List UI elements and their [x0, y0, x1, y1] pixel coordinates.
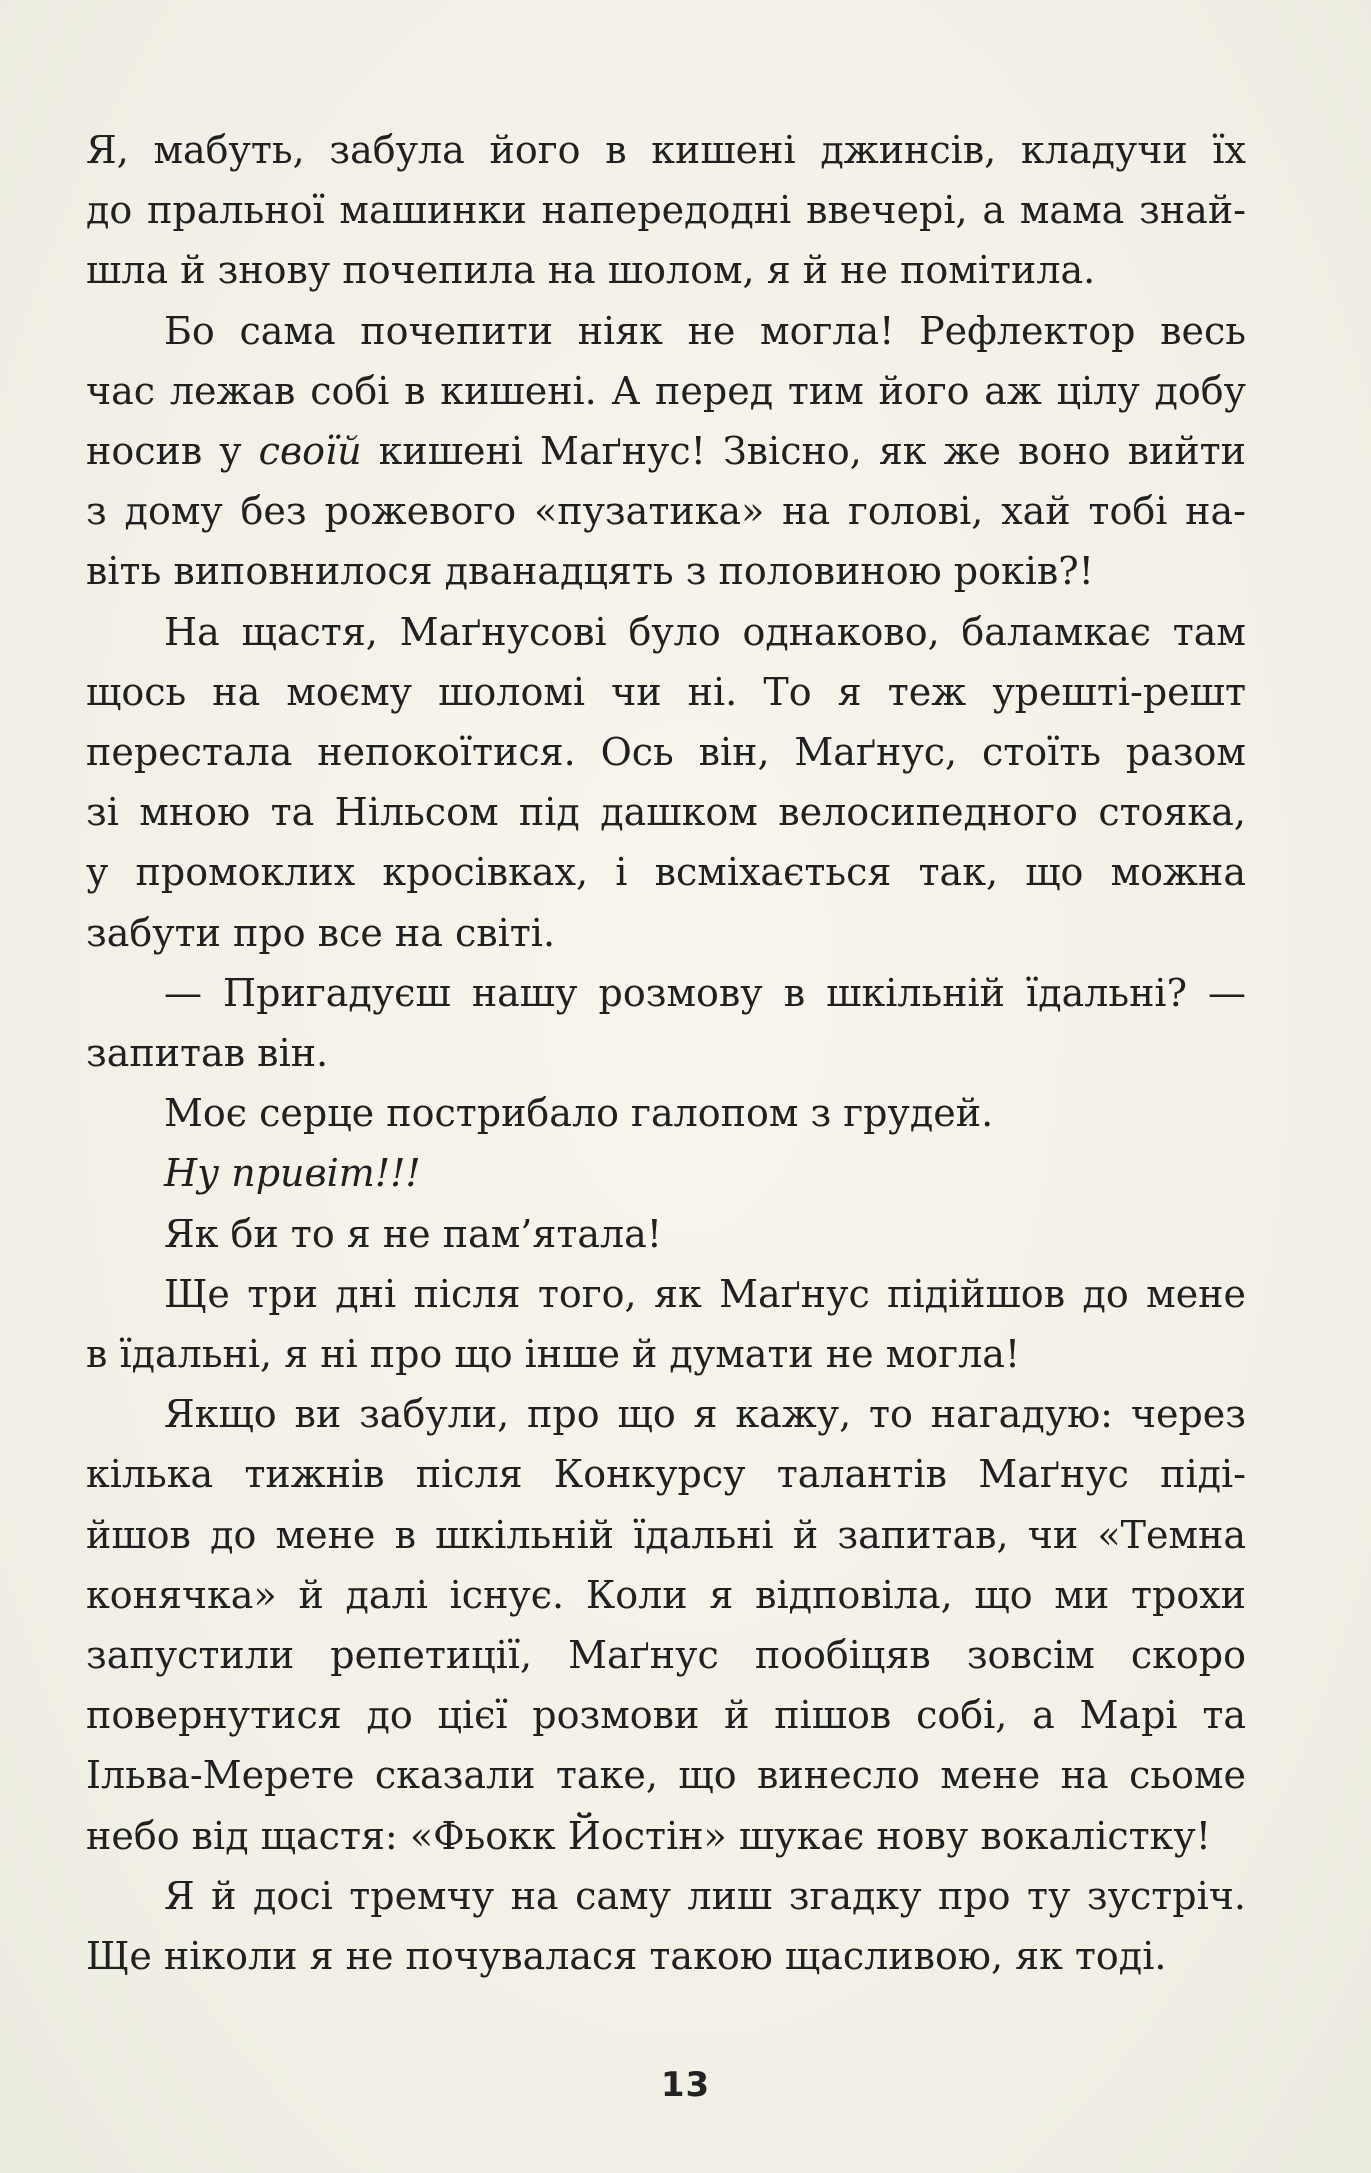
paragraph: [86, 1204, 1246, 1264]
text-line: з дому без рожевого «пузатика» на голові, хай тобі на-: [86, 489, 1246, 534]
text-fragment: носив у: [86, 429, 259, 474]
text-line: до пральної машинки напередодні ввечері, а мама знай-: [86, 188, 1246, 233]
text-line: забути про все на світі.: [86, 910, 556, 955]
text-line: у промоклих кросівках, і всміхається так, що можна: [86, 850, 1246, 895]
paragraph: [86, 1264, 1246, 1384]
text-line: Я, мабуть, забула його в кишені джинсів, кладучи їх: [86, 128, 1246, 172]
page-number: 13: [660, 2065, 711, 2105]
text-line: Ще три дні після того, як Маґнус підійшов до мене: [164, 1271, 1246, 1316]
text-line: Моє серце пострибало галопом з грудей.: [164, 1091, 994, 1136]
text-line: На щастя, Маґнусові було однаково, баламкає там: [164, 609, 1246, 654]
paragraph: [86, 1866, 1246, 1986]
text-fragment: кишені Маґнус! Звісно, як же воно вийти: [361, 429, 1247, 474]
text-line: в їдальні, я ні про що інше й думати не могла!: [86, 1332, 1021, 1377]
text-line: небо від щастя: «Фьокк Йостін» шукає нову вокалістку!: [86, 1813, 1212, 1858]
text-line: щось на моєму шоломі чи ні. То я теж урешті-решт: [86, 669, 1246, 714]
text-line: Бо сама почепити ніяк не могла! Рефлектор весь: [164, 308, 1246, 353]
paragraph: [86, 1083, 1246, 1143]
italic-line: Ну привіт!!!: [164, 1151, 421, 1196]
text-line: запустили репетиції, Маґнус пообіцяв зовсім скоро: [86, 1633, 1246, 1678]
text-line: — Пригадуєш нашу розмову в шкільній їдальні? —: [164, 970, 1246, 1015]
paragraph: [86, 602, 1246, 963]
text-line: Ільва-Мерете сказали таке, що винесло мене на сьоме: [86, 1753, 1246, 1798]
text-line: повернутися до цієї розмови й пішов собі, а Марі та: [86, 1693, 1246, 1738]
text-line: Ще ніколи я не почувалася такою щасливою, як тоді.: [86, 1934, 1167, 1979]
text-line: Я й досі тремчу на саму лиш згадку про ту зустріч.: [164, 1873, 1246, 1918]
text-line: Якщо ви забули, про що я кажу, то нагадую: через: [164, 1392, 1246, 1437]
paragraph: [86, 301, 1246, 602]
text-line: Як би то я не пам’ятала!: [164, 1211, 663, 1256]
text-line: шла й знову почепила на шолом, я й не помітила.: [86, 248, 1096, 293]
paragraph: [86, 1143, 1246, 1203]
text-line: [86, 421, 1246, 481]
page-body-text: [86, 120, 1246, 1986]
text-line: віть виповнилося дванадцять з половиною років?!: [86, 549, 1094, 594]
paragraph: [86, 1384, 1246, 1866]
text-line: час лежав собі в кишені. А перед тим його аж цілу добу: [86, 368, 1246, 413]
text-line: перестала непокоїтися. Ось він, Маґнус, стоїть разом: [86, 730, 1246, 775]
text-line: кілька тижнів після Конкурсу талантів Маґнус піді-: [86, 1452, 1246, 1497]
text-line: конячка» й далі існує. Коли я відповіла, що ми трохи: [86, 1572, 1246, 1617]
italic-word: своїй: [258, 429, 362, 474]
dialogue-paragraph: [86, 963, 1246, 1083]
text-line: йшов до мене в шкільній їдальні й запитав, чи «Темна: [86, 1512, 1246, 1557]
text-line: запитав він.: [86, 1031, 329, 1076]
paragraph: [86, 120, 1246, 301]
text-line: зі мною та Нільсом під дашком велосипедного стояка,: [86, 790, 1246, 835]
